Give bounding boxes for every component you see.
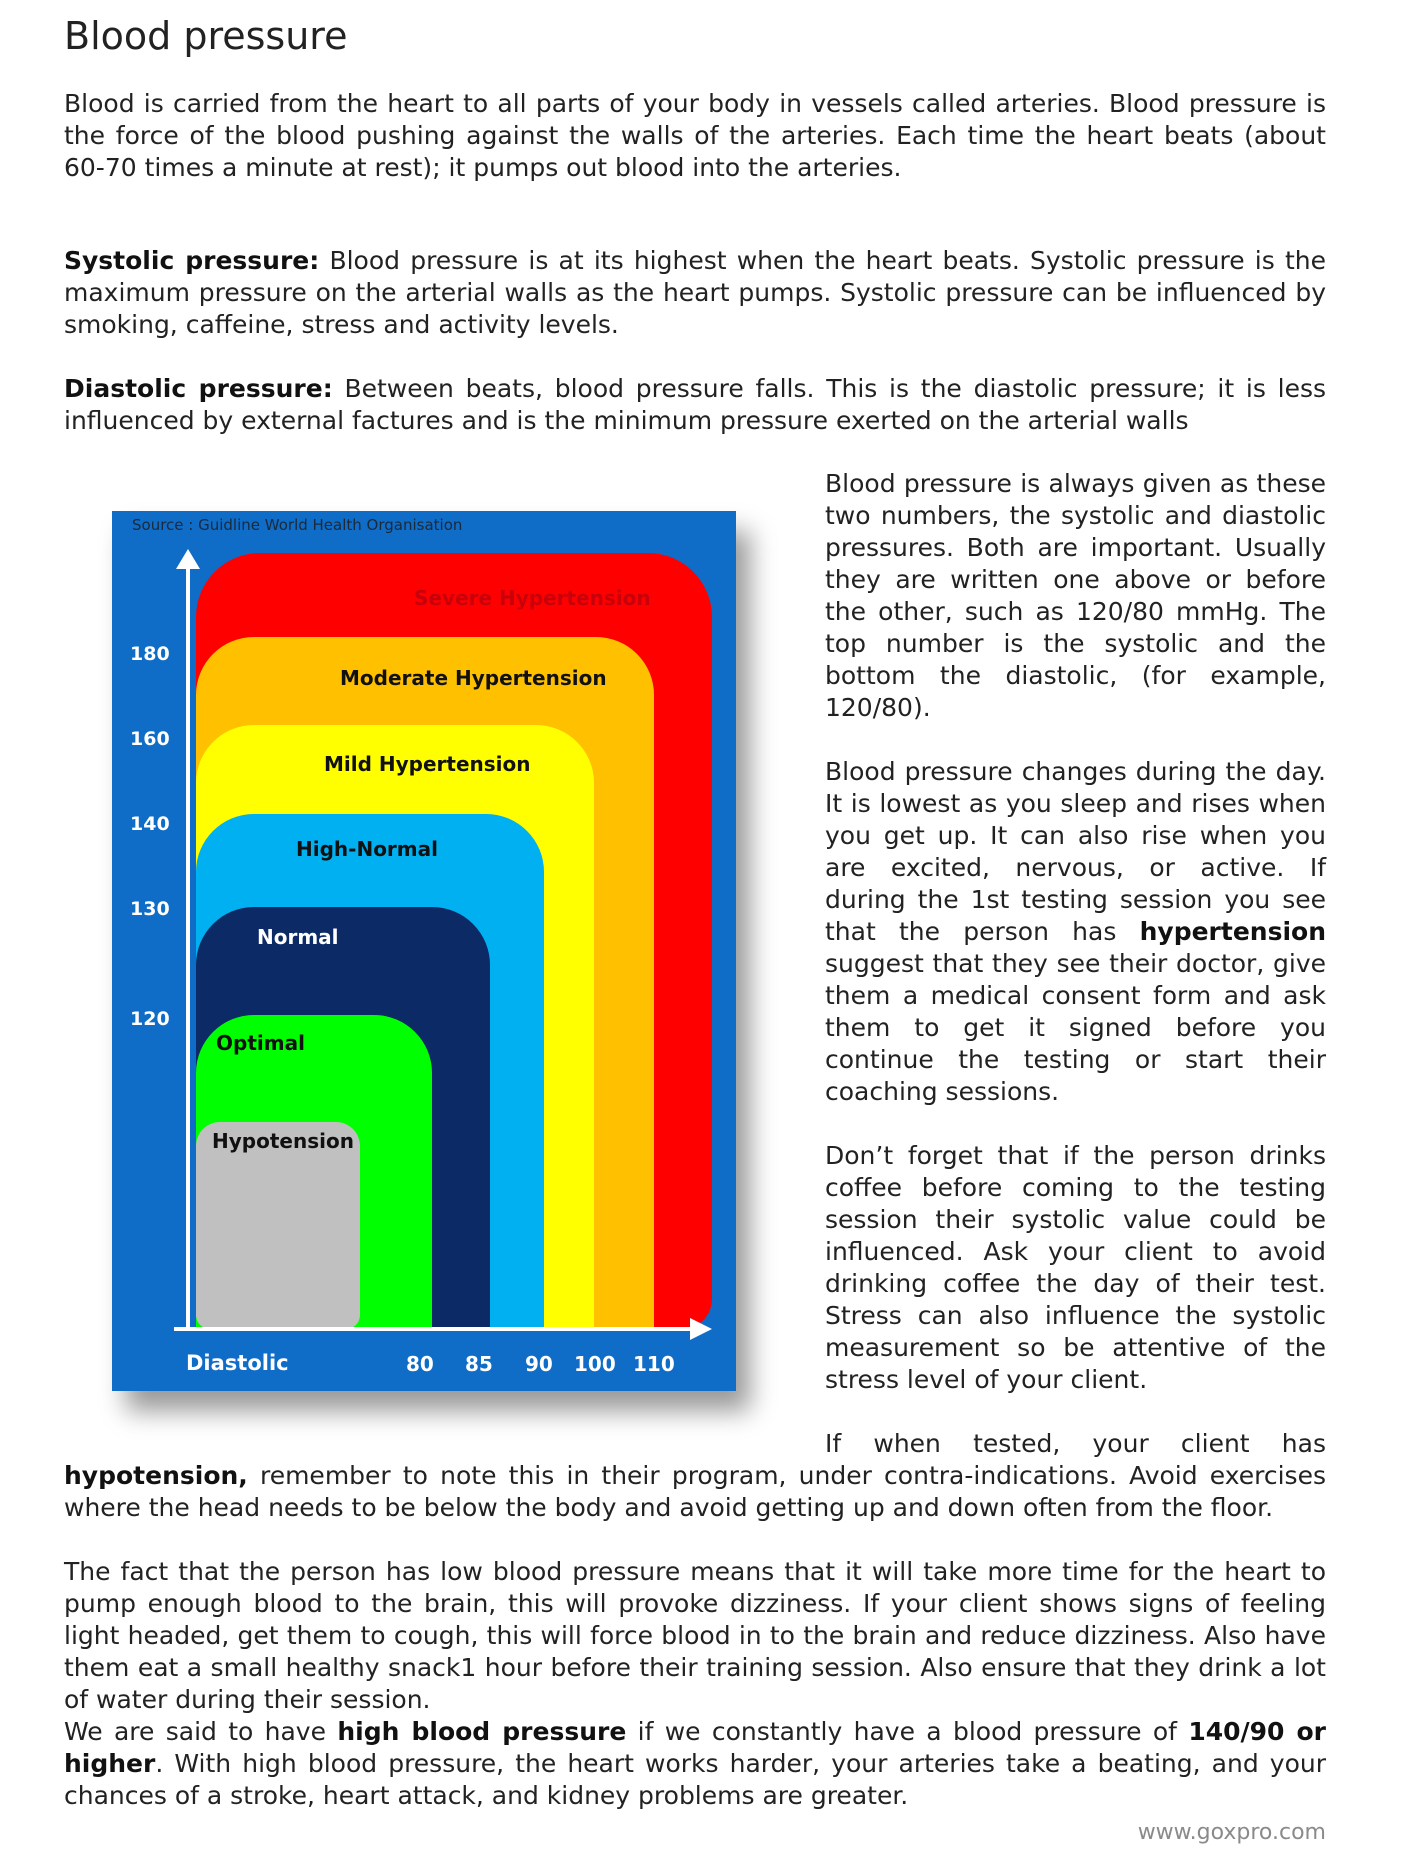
page-title: Blood pressure: [64, 14, 348, 58]
x-tick-label: 80: [406, 1352, 434, 1376]
label-high-normal: High-Normal: [296, 837, 438, 861]
y-tick-label: 160: [130, 728, 170, 750]
y-tick-label: 140: [130, 813, 170, 835]
zone-hypotension: [196, 1122, 360, 1329]
high-bp-before: We are said to have: [64, 1717, 338, 1746]
blood-pressure-chart: [112, 511, 736, 1391]
chart-source: Source : Guidline World Health Organisation: [132, 516, 463, 534]
y-tick-label: 120: [130, 1008, 170, 1030]
side-p2-after: suggest that they see their doctor, give them a medical consent form and ask them to get it signed before you continue the testing or start their coaching sessions.: [825, 949, 1326, 1106]
hypotension-term: hypotension,: [64, 1461, 248, 1490]
high-bp-paragraph: [64, 1716, 1326, 1812]
y-axis-line: [186, 563, 190, 1329]
side-paragraph-changes: [825, 756, 1326, 1108]
high-bp-value: 140/90 or higher: [64, 1717, 1327, 1778]
label-mild-hypertension: Mild Hypertension: [324, 752, 531, 776]
hypotension-lead-line: [825, 1428, 1326, 1460]
label-optimal: Optimal: [216, 1031, 305, 1055]
x-axis-line: [174, 1327, 692, 1331]
side-paragraph-coffee: Don’t forget that if the person drinks coffee before coming to the testing session their systolic value could be influenced. Ask your client to avoid drinking coffee the day of their test. Stress can also influence the systolic measurement so be attentive of the stress level of your client.: [825, 1141, 1326, 1394]
systolic-text: Blood pressure is at its highest when the heart beats. Systolic pressure is the maximum pressure on the arterial walls as the heart pumps. Systolic pressure can be influenced by smoking, caffeine, stress and activity levels.: [64, 246, 1326, 339]
high-bp-term: high blood pressure: [337, 1717, 627, 1746]
x-tick-label: 100: [574, 1352, 616, 1376]
x-tick-label: 110: [633, 1352, 675, 1376]
x-tick-label: 90: [525, 1352, 553, 1376]
y-tick-label: 180: [130, 643, 170, 665]
diastolic-text: Between beats, blood pressure falls. This is the diastolic pressure; it is less influenced by external factures and is the minimum pressure exerted on the arterial walls: [64, 374, 1326, 435]
low-bp-paragraph: The fact that the person has low blood pressure means that it will take more time for the heart to pump enough blood to the brain, this will provoke dizziness. If your client shows signs of feeling light headed, get them to cough, this will force blood in to the brain and reduce dizziness. Also have them eat a small healthy snack1 hour before their training session. Also ensure that they drink a lot of water during their session.: [64, 1557, 1326, 1714]
diastolic-term: Diastolic pressure:: [64, 374, 333, 403]
label-severe-hypertension: Severe Hypertension: [414, 586, 651, 610]
label-moderate-hypertension: Moderate Hypertension: [340, 666, 607, 690]
y-axis-arrow: [176, 549, 200, 569]
high-bp-after: . With high blood pressure, the heart works harder, your arteries take a beating, and your chances of a stroke, heart attack, and kidney problems are greater.: [64, 1749, 1326, 1810]
x-tick-label: 85: [465, 1352, 493, 1376]
systolic-paragraph: [64, 245, 1326, 341]
high-bp-middle: if we constantly have a blood pressure of: [626, 1717, 1189, 1746]
label-normal: Normal: [257, 925, 339, 949]
side-paragraph-readings: Blood pressure is always given as these two numbers, the systolic and diastolic pressures. Both are important. Usually they are written one above or before the other, such as 120/80 mmHg. The top number is the systolic and the bottom the diastolic, (for example, 120/80).: [825, 469, 1326, 722]
side-p2-bold: hypertension: [1139, 917, 1326, 946]
intro-paragraph: Blood is carried from the heart to all parts of your body in vessels called arteries. Blood pressure is the force of the blood pushing against the walls of the arteries. Each time the heart beats (about 60-70 times a minute at rest); it pumps out blood into the arteries.: [64, 89, 1326, 182]
y-tick-label: 130: [130, 898, 170, 920]
hypotension-paragraph: [64, 1460, 1326, 1524]
x-axis-title: Diastolic: [186, 1351, 289, 1375]
diastolic-paragraph: [64, 373, 1326, 437]
side-p2-before: Blood pressure changes during the day. It is lowest as you sleep and rises when you get up. It can also rise when you are excited, nervous, or active. If during the 1st testing session you see that the person has: [825, 757, 1326, 946]
hypotension-text: remember to note this in their program, under contra-indications. Avoid exercises where the head needs to be below the body and avoid getting up and down often from the floor.: [64, 1461, 1326, 1522]
label-hypotension: Hypotension: [212, 1129, 354, 1153]
footer-url: www.goxpro.com: [1137, 1820, 1326, 1845]
x-axis-arrow: [690, 1318, 712, 1340]
systolic-term: Systolic pressure:: [64, 246, 320, 275]
hypotension-lead: If when tested, your client has: [825, 1429, 1326, 1458]
